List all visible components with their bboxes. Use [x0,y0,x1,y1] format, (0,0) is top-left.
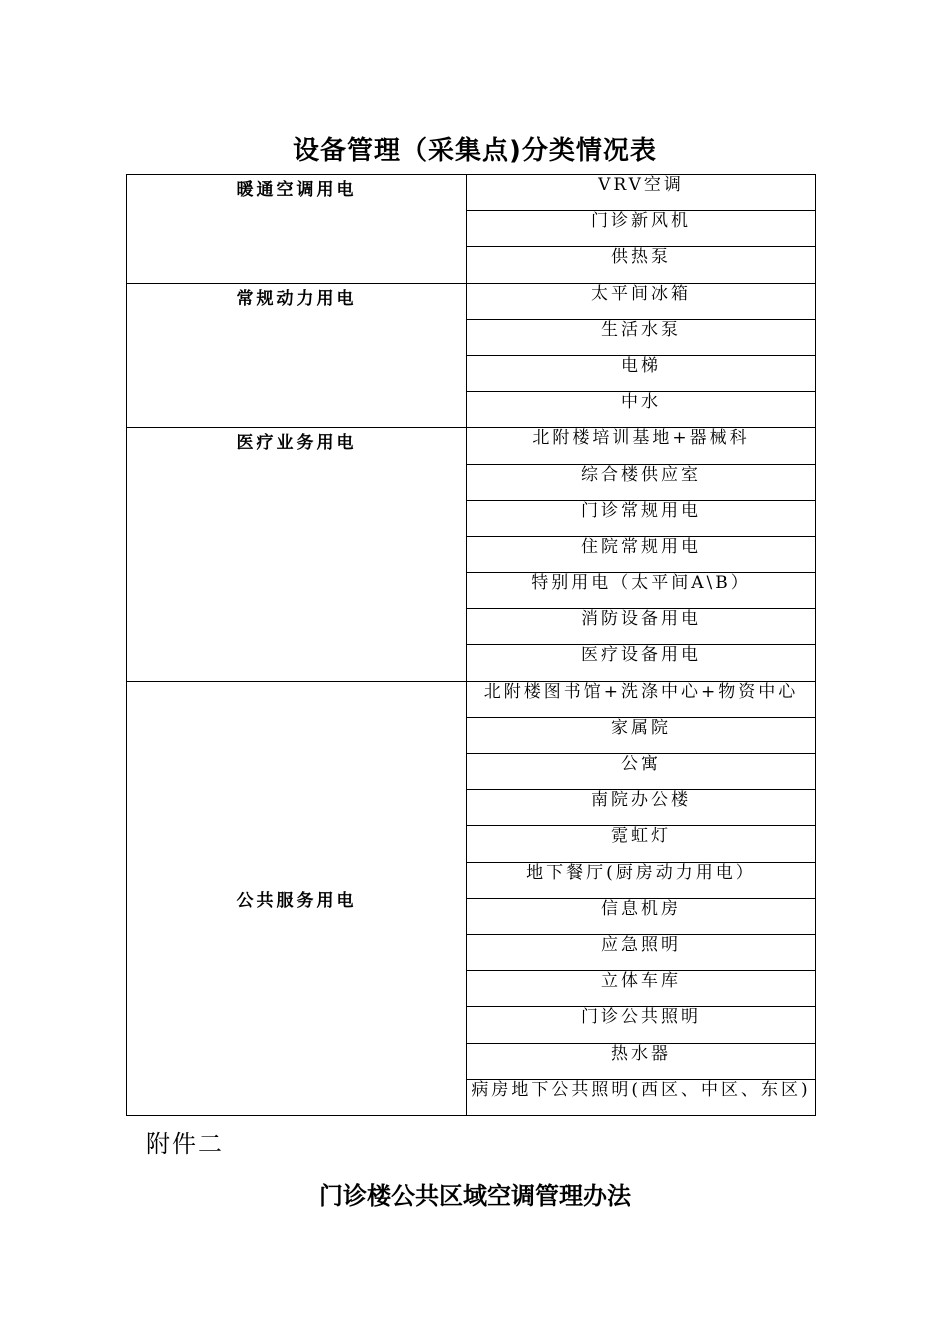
item-cell: 特别用电（太平间A\B） [467,573,816,609]
table-row [127,283,816,319]
item-cell: 消防设备用电 [467,609,816,645]
item-cell: 门诊常规用电 [467,500,816,536]
item-cell: 北附楼培训基地+器械科 [467,428,816,464]
item-cell-text: 病房地下公共照明(西区、中区、东区) [471,1079,811,1100]
item-cell: 门诊公共照明 [467,1007,816,1043]
classification-table [126,174,816,1116]
item-cell [467,1079,816,1115]
item-cell: 南院办公楼 [467,790,816,826]
item-cell: VRV空调 [467,175,816,211]
item-cell: 地下餐厅(厨房动力用电） [467,862,816,898]
section-title: 门诊楼公共区域空调管理办法 [319,1182,631,1210]
item-cell: 应急照明 [467,934,816,970]
item-cell: 立体车库 [467,971,816,1007]
item-cell: 霓虹灯 [467,826,816,862]
item-cell: 热水器 [467,1043,816,1079]
category-cell: 暖通空调用电 [127,175,467,284]
item-cell: 北附楼图书馆+洗涤中心+物资中心 [467,681,816,717]
item-cell: 太平间冰箱 [467,283,816,319]
item-cell: 公寓 [467,754,816,790]
item-cell: 门诊新风机 [467,211,816,247]
item-cell: 供热泵 [467,247,816,283]
item-cell: 家属院 [467,717,816,753]
item-cell: 生活水泵 [467,319,816,355]
category-cell: 医疗业务用电 [127,428,467,681]
item-cell: 中水 [467,392,816,428]
item-cell: 电梯 [467,355,816,391]
table-row [127,175,816,211]
table-title: 设备管理（采集点)分类情况表 [293,136,657,166]
item-cell: 综合楼供应室 [467,464,816,500]
item-cell: 信息机房 [467,898,816,934]
category-cell: 公共服务用电 [127,681,467,1115]
item-cell: 医疗设备用电 [467,645,816,681]
item-cell: 住院常规用电 [467,536,816,572]
table-row [127,428,816,464]
table-row [127,681,816,717]
category-cell: 常规动力用电 [127,283,467,428]
attachment-label: 附件二 [146,1130,224,1158]
